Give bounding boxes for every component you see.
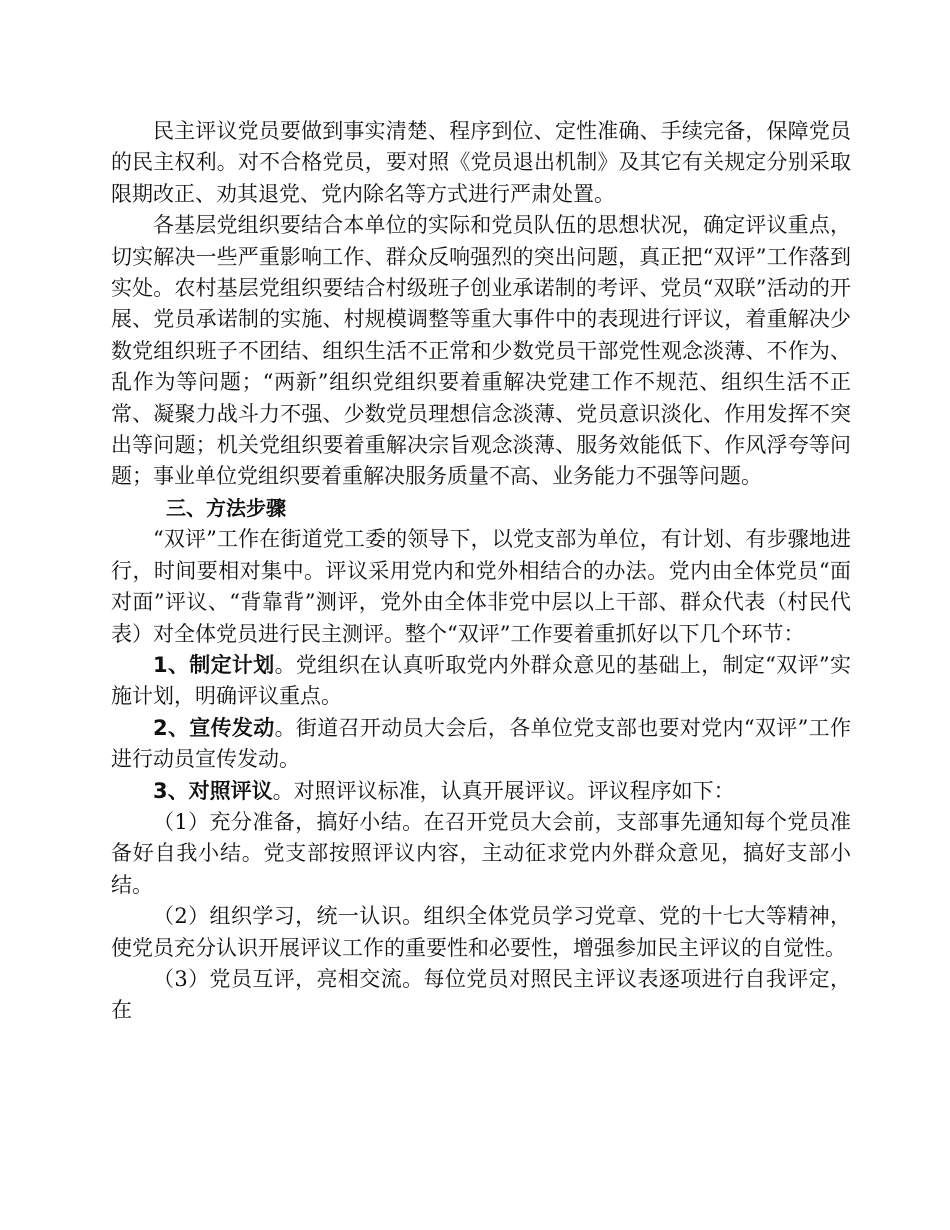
step-make-plan-text: 。党组织在认真听取党内外群众意见的基础上，制定“双评”实施计划，明确评议重点。 xyxy=(111,652,851,709)
substep-preparation: （1）充分准备，搞好小结。在召开党员大会前，支部事先通知每个党员准备好自我小结。党支部按照评议内容，主动征求党内外群众意见，搞好支部小结。 xyxy=(111,809,851,897)
step-publicity xyxy=(111,713,851,776)
step-appraisal xyxy=(111,776,851,807)
section-heading-methods: 三、方法步骤 xyxy=(166,495,286,520)
substep-peer-review: （3）党员互评，亮相交流。每位党员对照民主评议表逐项进行自我评定，在 xyxy=(111,966,851,1023)
step-make-plan-title: 1、制定计划 xyxy=(153,652,275,677)
substep-study: （2）组织学习，统一认识。组织全体党员学习党章、党的十七大等精神，使党员充分认识开展评议工作的重要性和必要性，增强参加民主评议的自觉性。 xyxy=(111,904,851,960)
step-appraisal-title: 3、对照评议 xyxy=(153,778,273,803)
paragraph-member-appraisal: 民主评议党员要做到事实清楚、程序到位、定性准确、手续完备，保障党员的民主权利。对不合格党员，要对照《党员退出机制》及其它有关规定分别采取限期改正、劝其退党、党内除名等方式进行严肃处置。 xyxy=(111,119,851,206)
document-page xyxy=(111,116,851,1027)
step-make-plan xyxy=(111,650,851,713)
paragraph-methods-intro: “双评”工作在街道党工委的领导下，以党支部为单位，有计划、有步骤地进行，时间要相对集中。评议采用党内和党外相结合的办法。党内由全体党员“面对面”评议、“背靠背”测评，党外由全体非党中层以上干部、群众代表（村民代表）对全体党员进行民主测评。整个“双评”工作要着重抓好以下几个环节： xyxy=(111,527,851,646)
step-publicity-title: 2、宣传发动 xyxy=(153,715,275,740)
paragraph-focus-issues: 各基层党组织要结合本单位的实际和党员队伍的思想状况，确定评议重点，切实解决一些严重影响工作、群众反响强烈的突出问题，真正把“双评”工作落到实处。农村基层党组织要结合村级班子创业承诺制的考评、党员“双联”活动的开展、党员承诺制的实施、村规模调整等重大事件中的表现进行评议，着重解决少数党组织班子不团结、组织生活不正常和少数党员干部党性观念淡薄、不作为、乱作为等问题；“两新”组织党组织要着重解决党建工作不规范、组织生活不正常、凝聚力战斗力不强、少数党员理想信念淡薄、党员意识淡化、作用发挥不突出等问题；机关党组织要着重解决宗旨观念淡薄、服务效能低下、作风浮夸等问题；事业单位党组织要着重解决服务质量不高、业务能力不强等问题。 xyxy=(111,213,851,489)
step-appraisal-text: 。对照评议标准，认真开展评议。评议程序如下： xyxy=(272,778,735,803)
step-publicity-text: 。街道召开动员大会后，各单位党支部也要对党内“双评”工作进行动员宣传发动。 xyxy=(111,715,851,772)
